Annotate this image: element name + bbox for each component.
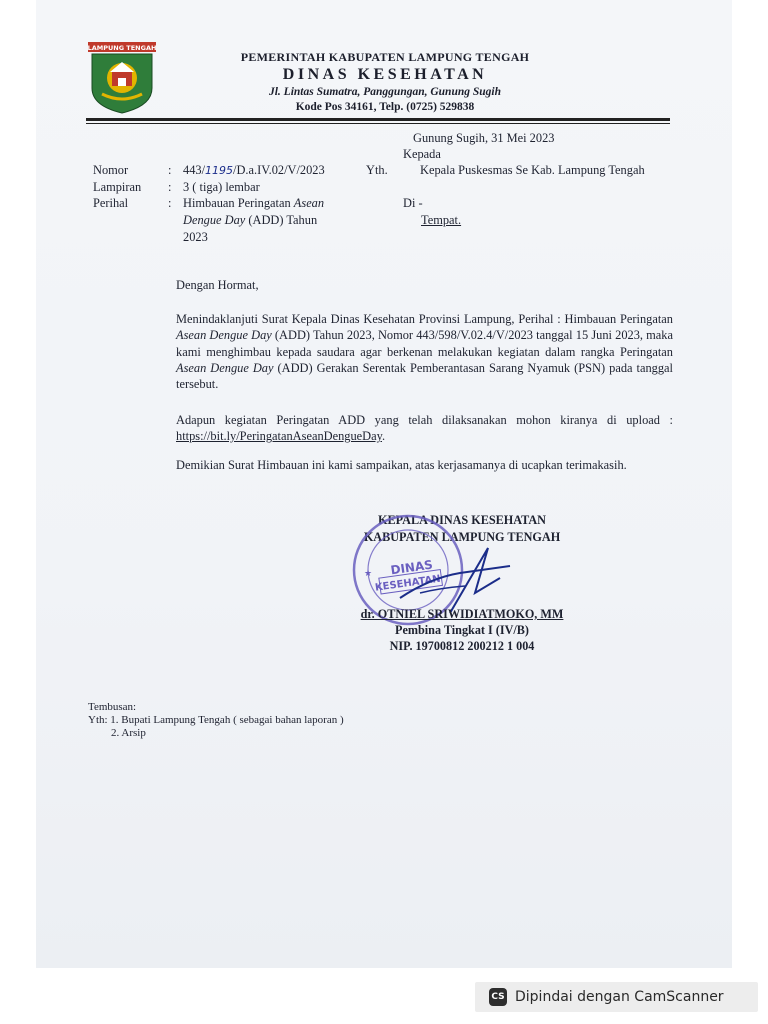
perihal-line-2-text: (ADD) Tahun xyxy=(245,213,318,227)
tembusan-label: Tembusan: xyxy=(88,701,137,713)
letterhead-agency: DINAS KESEHATAN xyxy=(282,66,488,83)
letterhead-rule-thick xyxy=(86,118,670,121)
perihal-line-1 xyxy=(183,196,324,211)
signatory-name: dr. OTNIEL SRIWIDIATMOKO, MM xyxy=(360,607,564,621)
tembusan-item-2: 2. Arsip xyxy=(111,727,146,739)
body-paragraph-2 xyxy=(176,412,673,445)
camscanner-icon: CS xyxy=(489,988,507,1006)
nomor-suffix: /D.a.IV.02/V/2023 xyxy=(233,163,325,177)
para1-text-e: (ADD) Gerakan Serentak Pemberantasan Sarang Nyamuk (PSN) pada tanggal tersebut. xyxy=(176,360,673,392)
upload-link[interactable]: https://bit.ly/PeringatanAseanDengueDay xyxy=(176,429,383,444)
lampiran-label: Lampiran xyxy=(93,180,142,194)
perihal-line-2-italic: Dengue Day xyxy=(183,213,246,227)
stamp-text-1: DINAS xyxy=(389,557,434,578)
nomor-handwritten: 1195 xyxy=(205,164,234,177)
signatory-nip: NIP. 19700812 200212 1 004 xyxy=(389,639,535,653)
para1-text-a: Menindaklanjuti Surat Kepala Dinas Kesehatan Provinsi Lampung, Perihal : Himbauan Peringatan xyxy=(176,312,673,326)
signature-title-2: KABUPATEN LAMPUNG TENGAH xyxy=(363,530,561,544)
perihal-colon: : xyxy=(168,196,172,210)
perihal-label: Perihal xyxy=(93,196,129,210)
camscanner-label: Dipindai dengan CamScanner xyxy=(515,989,724,1005)
letterhead-postal-phone: Kode Pos 34161, Telp. (0725) 529838 xyxy=(295,101,475,113)
letterhead-rule-thin xyxy=(86,123,670,124)
recipient-name: Kepala Puskesmas Se Kab. Lampung Tengah xyxy=(420,163,645,177)
perihal-line-1-italic: Asean xyxy=(293,196,325,210)
nomor-value xyxy=(183,163,325,178)
letterhead-government: PEMERINTAH KABUPATEN LAMPUNG TENGAH xyxy=(240,50,530,64)
perihal-line-1-text: Himbauan Peringatan xyxy=(183,196,294,210)
nomor-label: Nomor xyxy=(93,163,129,177)
di-label: Di - xyxy=(403,196,423,210)
yth-label: Yth. xyxy=(366,163,388,177)
letterhead-address: Jl. Lintas Sumatra, Panggungan, Gunung Sugih xyxy=(268,86,502,98)
tembusan-item-1: Yth: 1. Bupati Lampung Tengah ( sebagai bahan laporan ) xyxy=(88,714,344,726)
signature-title-1: KEPALA DINAS KESEHATAN xyxy=(378,513,546,527)
svg-text:★: ★ xyxy=(364,568,373,578)
kepada-label: Kepada xyxy=(403,147,441,161)
para2-end: . xyxy=(382,429,386,444)
logo-text: LAMPUNG TENGAH xyxy=(88,44,156,52)
nomor-prefix: 443/ xyxy=(183,163,206,177)
nomor-colon: : xyxy=(168,163,172,177)
signatory-rank: Pembina Tingkat I (IV/B) xyxy=(395,623,529,637)
para1-italic-d: Asean Dengue Day xyxy=(176,360,274,375)
para2-text: Adapun kegiatan Peringatan ADD yang telah dilaksanakan mohon kiranya di upload : xyxy=(176,413,673,427)
tempat-label: Tempat. xyxy=(421,213,462,227)
stamp-text-2: KESEHATAN xyxy=(374,573,442,594)
perihal-line-2 xyxy=(183,213,317,228)
greeting: Dengan Hormat, xyxy=(176,278,259,292)
body-paragraph-1 xyxy=(176,311,673,392)
lampiran-colon: : xyxy=(168,180,172,194)
perihal-line-3: 2023 xyxy=(183,230,208,244)
camscanner-watermark xyxy=(475,982,758,1012)
para1-italic-b: Asean Dengue Day xyxy=(176,328,272,343)
body-paragraph-3: Demikian Surat Himbauan ini kami sampaikan, atas kerjasamanya di ucapkan terimakasih. xyxy=(176,458,627,472)
regency-emblem-logo xyxy=(88,42,156,114)
para1-text-c: (ADD) Tahun 2023, Nomor 443/598/V.02.4/V/2023 tanggal 15 Juni 2023, maka kami menghimbau kepada saudara agar berkenan melakukan kegiatan dalam rangka Peringatan xyxy=(176,328,674,359)
handwritten-signature xyxy=(390,538,520,618)
place-date: Gunung Sugih, 31 Mei 2023 xyxy=(413,131,555,145)
lampiran-value: 3 ( tiga) lembar xyxy=(183,180,260,194)
